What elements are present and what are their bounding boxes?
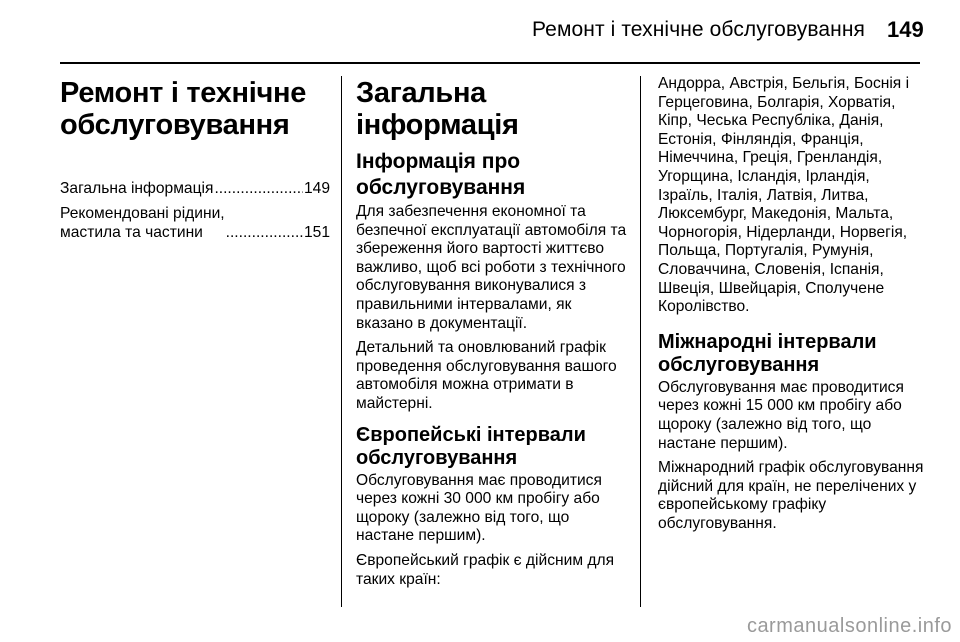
toc-entry[interactable] — [60, 179, 330, 198]
paragraph: Європейський графік є дійсним для таких країн: — [356, 551, 615, 588]
page-number: 149 — [887, 17, 924, 42]
toc-entry-page: 151 — [303, 224, 330, 241]
toc-entry[interactable] — [60, 204, 330, 242]
chapter-title: Ремонт і технічне обслуговування — [60, 77, 307, 141]
column-divider-left — [341, 76, 342, 607]
subsection-title-european-intervals: Європейські інтервали обслуговування — [356, 423, 586, 469]
running-header-title: Ремонт і технічне обслуговування — [532, 18, 866, 41]
table-of-contents — [60, 179, 330, 242]
toc-entry-label: Рекомендовані рідини, мастила та частини — [60, 205, 225, 241]
paragraph: Для забезпечення економної та безпечної експлуатації автомобіля та збереження його вартості життєво важливо, щоб всі роботи з технічного обслуговування виконувалися з правильними інтервалами, як вказано в документації. — [356, 203, 627, 332]
countries-list: Андорра, Австрія, Бельгія, Боснія і Герцеговина, Болгарія, Хорватія, Кіпр, Чеська Республіка, Данія, Естонія, Фінляндія, Франція, Німеччина, Греція, Гренландія, Угорщина, Ісландія, Ірландія, Ізраїль, Італія, Латвія, Литва, Люксембург, Македонія, Мальта, Чорногорія, Нідерланди, Норвегія, Польща, Португалія, Румунія, Словаччина, Словенія, Іспанія, Швеція, Швейцарія, Сполучене Королівство. — [658, 75, 910, 316]
watermark-text: carmanualsonline.info — [746, 615, 952, 637]
paragraph: Обслуговування має проводитися через кожні 15 000 км пробігу або щороку (залежно від того, що настане першим). — [658, 378, 904, 452]
page-header — [0, 14, 960, 52]
toc-entry-page: 149 — [303, 180, 330, 197]
header-rule — [60, 62, 920, 64]
column-divider-right — [640, 76, 641, 607]
left-column — [60, 71, 330, 248]
subsection-title-international-intervals: Міжнародні інтервали обслуговування — [658, 330, 877, 376]
right-column — [658, 71, 928, 539]
paragraph: Міжнародний графік обслуговування дійсний для країн, не перелічених у європейському графіку обслуговування. — [658, 459, 924, 532]
toc-leader-dots — [226, 223, 303, 242]
toc-entry-label: Загальна інформація — [60, 180, 214, 197]
middle-column — [356, 71, 631, 595]
paragraph: Детальний та оновлюваний графік проведення обслуговування вашого автомобіля можна отримати в майстерні. — [356, 339, 617, 412]
section-title: Загальна інформація — [356, 77, 519, 141]
paragraph: Обслуговування має проводитися через кожні 30 000 км пробігу або щороку (залежно від того, що настане першим). — [356, 471, 602, 545]
toc-leader-dots — [214, 179, 303, 198]
subsection-title-service-info: Інформація про обслуговування — [356, 150, 526, 199]
